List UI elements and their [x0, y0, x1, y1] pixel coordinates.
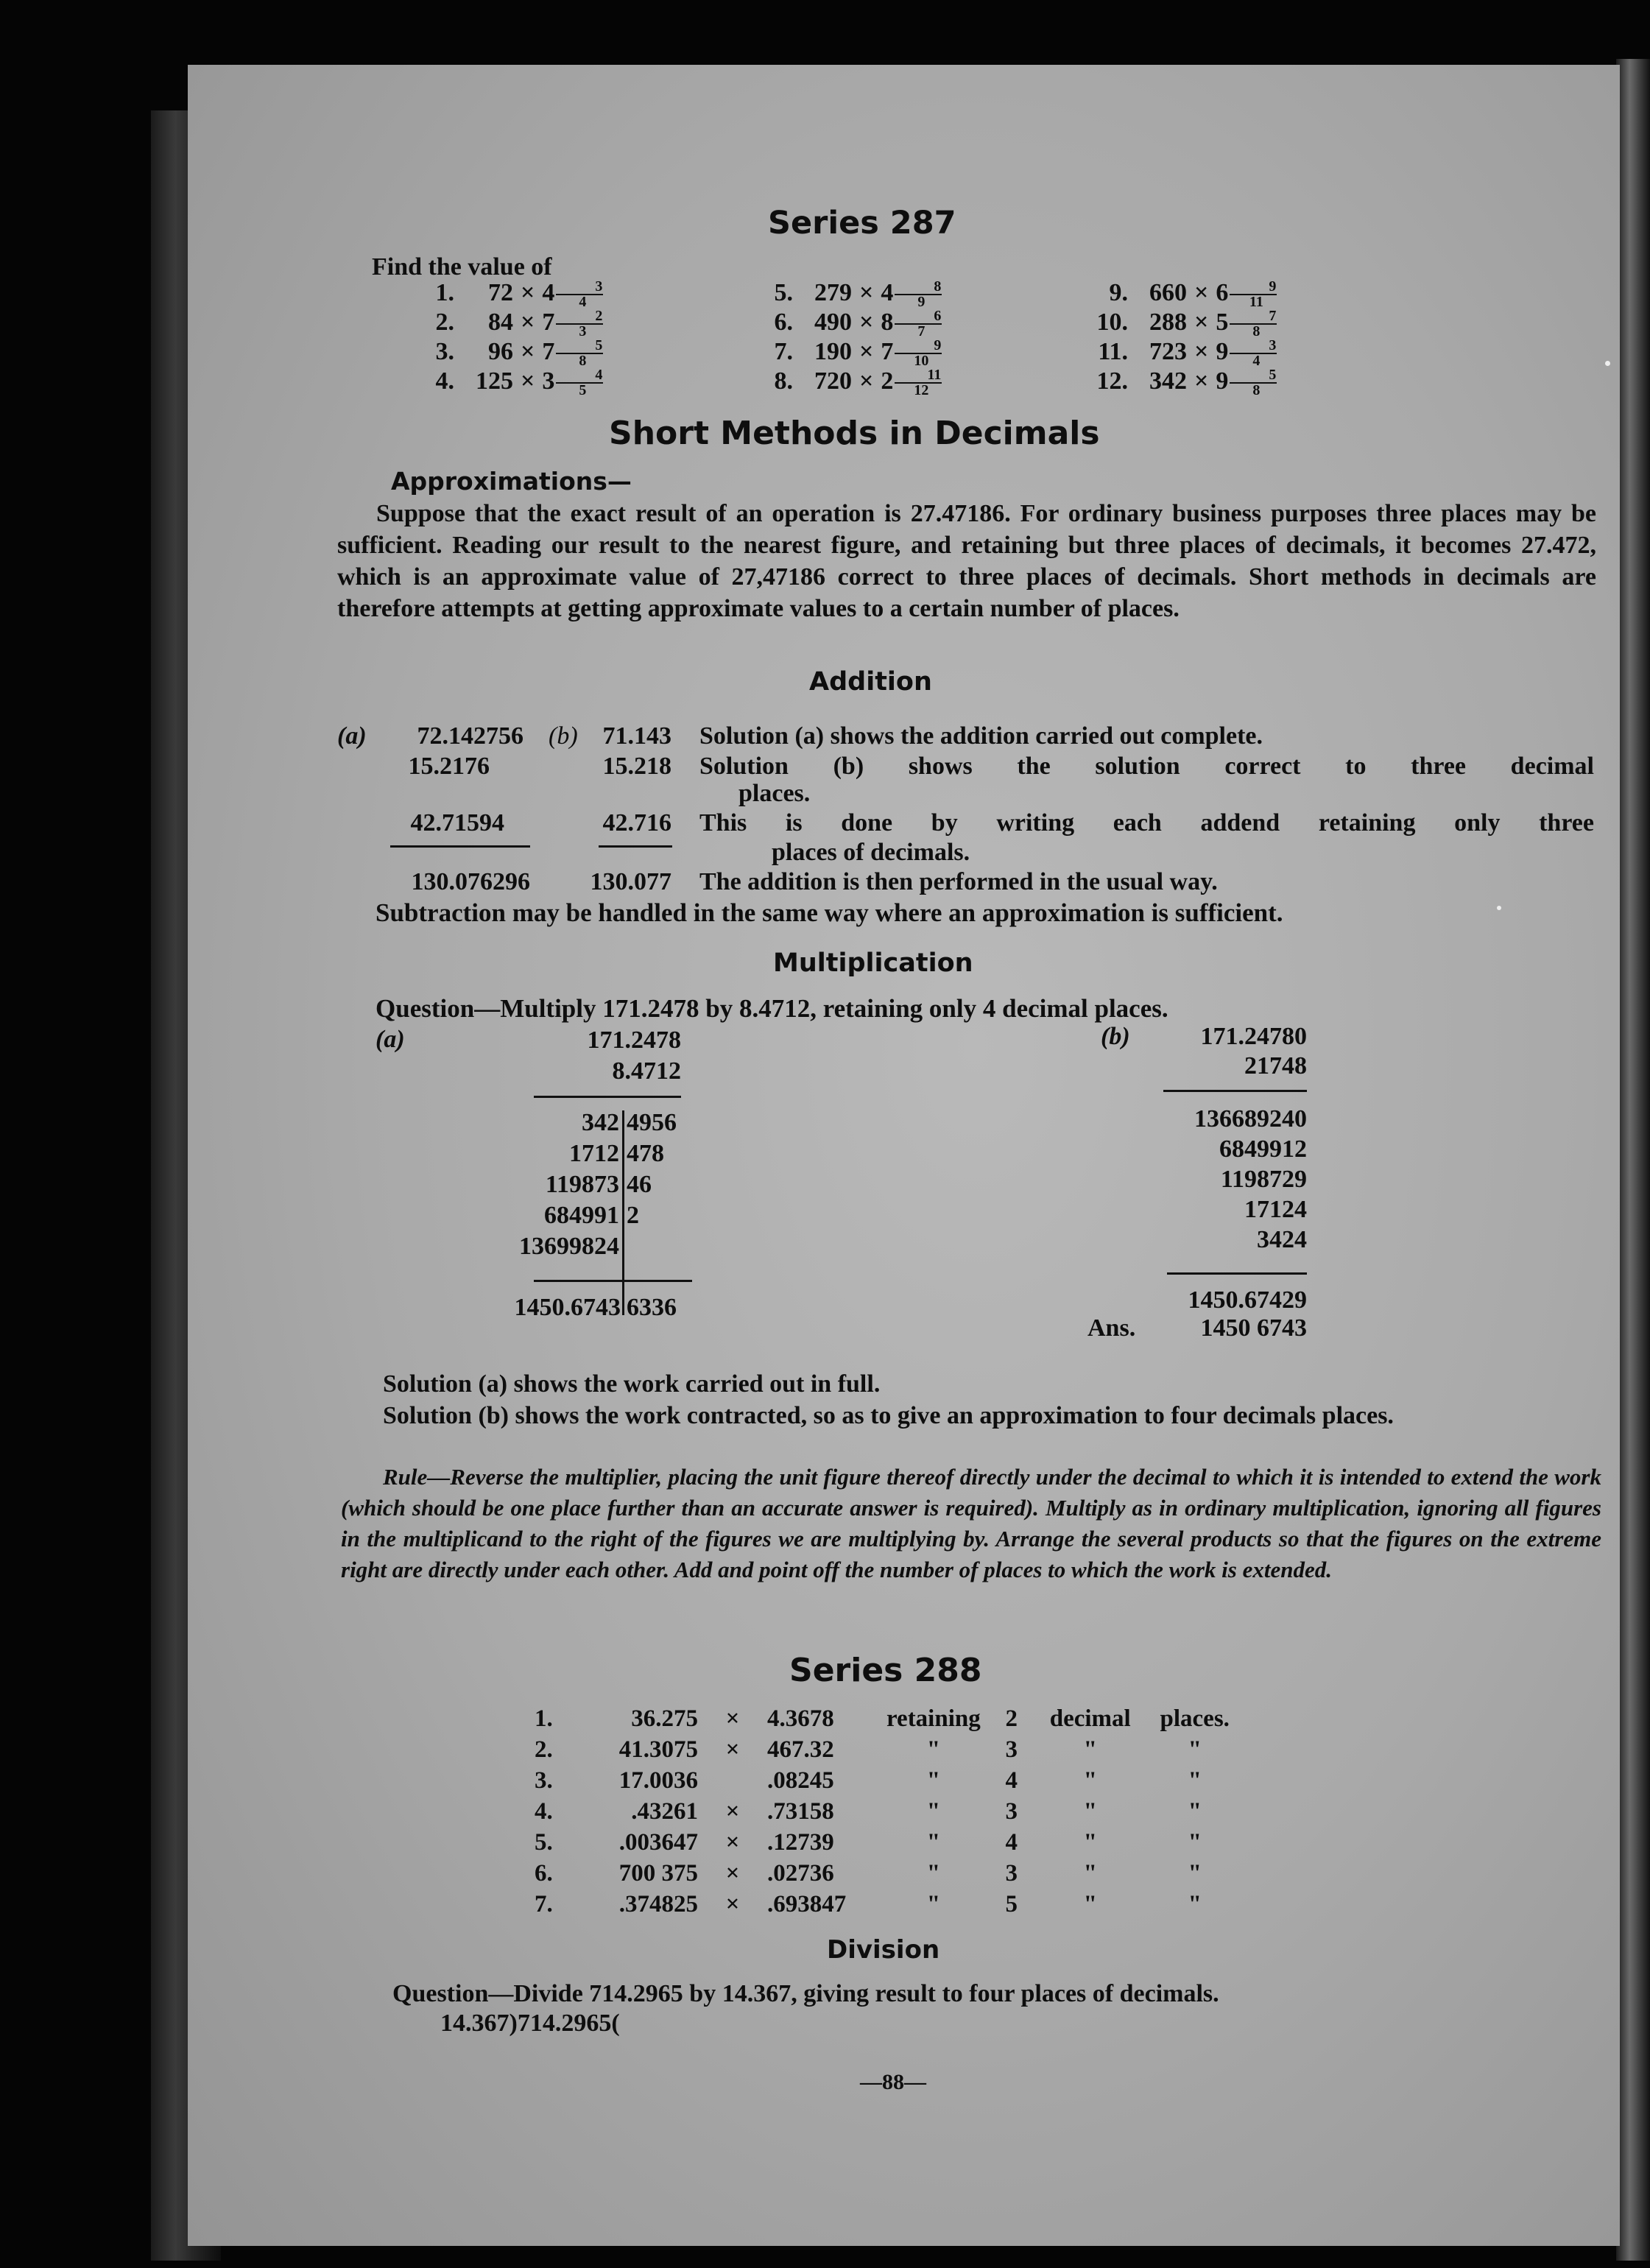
- fraction: [556, 339, 609, 368]
- addition-a-addend-1: 72.142756: [417, 722, 523, 750]
- series-288-n: 4: [1005, 1767, 1018, 1794]
- problem-number: 1.: [435, 279, 454, 306]
- a-partial-left: 684991: [544, 1202, 619, 1229]
- a-partial-right: 2: [627, 1202, 639, 1229]
- problem-multiplicand: 288: [1149, 309, 1187, 336]
- mixed-whole: 3: [542, 367, 555, 395]
- a-partial-right: 4956: [627, 1109, 677, 1136]
- a-partial-right: 46: [627, 1171, 652, 1198]
- series-288-pl: ": [1188, 1859, 1202, 1887]
- problem-number: 9.: [1109, 279, 1128, 306]
- fraction-numerator: 9: [895, 339, 942, 354]
- times-sign: ×: [521, 279, 535, 306]
- series-288-n: 4: [1005, 1828, 1018, 1856]
- times-sign: ×: [1194, 367, 1209, 395]
- series-288-a: .003647: [618, 1828, 698, 1856]
- addition-b-rule: [599, 845, 672, 848]
- fraction-denominator: 4: [579, 294, 587, 311]
- a-result-right: 6336: [627, 1294, 677, 1321]
- series-287-problem: [747, 278, 948, 309]
- fraction-denominator: 7: [917, 323, 926, 340]
- b-partial-product: 1198729: [1220, 1166, 1307, 1193]
- problem-number: 10.: [1096, 309, 1128, 336]
- mixed-whole: 2: [881, 367, 894, 395]
- series-288-num: 5.: [535, 1828, 553, 1856]
- subtraction-note: Subtraction may be handled in the same way where an approximation is sufficient.: [376, 898, 1283, 927]
- fraction-denominator: 8: [1252, 382, 1261, 399]
- fraction-denominator: 8: [1252, 323, 1261, 340]
- addition-a-addend-3: 42.71594: [410, 809, 504, 837]
- multiplication-title: Multiplication: [773, 948, 973, 978]
- series-288-table: [530, 1703, 1247, 1920]
- b-multiplier: 21748: [1244, 1052, 1307, 1080]
- series-288-row: [530, 1796, 1247, 1827]
- series-288-b: .08245: [767, 1767, 834, 1794]
- mixed-whole: 8: [881, 309, 894, 336]
- series-288-num: 2.: [535, 1736, 553, 1763]
- addition-note-3: places.: [738, 780, 811, 807]
- series-287-problem: [1082, 278, 1283, 309]
- series-288-row: [530, 1827, 1247, 1858]
- series-288-num: 7.: [535, 1890, 553, 1917]
- addition-b-addend-2: 15.218: [602, 753, 671, 780]
- problem-number: 6.: [774, 309, 793, 336]
- times-sign: ×: [1194, 309, 1209, 336]
- b-partial-product: 17124: [1244, 1196, 1307, 1223]
- fraction-denominator: 12: [914, 382, 929, 399]
- series-288-n: 3: [1005, 1797, 1018, 1825]
- times-sign: ×: [521, 338, 535, 365]
- series-287-problem: [747, 308, 948, 339]
- series-288-num: 3.: [535, 1767, 553, 1794]
- series-288-dec: ": [1083, 1736, 1097, 1763]
- series-288-pl: ": [1188, 1767, 1202, 1794]
- series-288-a: 17.0036: [618, 1767, 698, 1794]
- series-288-ret: ": [926, 1767, 941, 1794]
- series-288-pl: ": [1188, 1890, 1202, 1917]
- a-multiplier-rule: [534, 1096, 681, 1098]
- problem-multiplicand: 279: [814, 279, 852, 306]
- mixed-whole: 4: [542, 279, 555, 306]
- problem-multiplicand: 125: [476, 367, 513, 395]
- series-288-num: 6.: [535, 1859, 553, 1887]
- approximations-text: Suppose that the exact result of an operation is 27.47186. For ordinary business purposes three places may be sufficient. Reading our result to the nearest figure, and retaining but three places of decimals, it becomes 27.472, which is an approximate value of 27,47186 correct to three places of decimals. Short methods in decimals are therefore attempts at getting approximate values to a certain number of places.: [337, 500, 1596, 622]
- times-sign: ×: [521, 367, 535, 395]
- series-287-problem: [747, 337, 948, 368]
- fraction-numerator: 6: [895, 309, 942, 325]
- fraction: [1230, 280, 1283, 309]
- b-partial-product: 6849912: [1219, 1135, 1307, 1163]
- division-question: Question—Divide 714.2965 by 14.367, giving result to four places of decimals.: [392, 1980, 1219, 2007]
- problem-multiplicand: 190: [814, 338, 852, 365]
- series-288-n: 3: [1005, 1859, 1018, 1887]
- series-288-ret: ": [926, 1828, 941, 1856]
- series-287-problem: [1082, 337, 1283, 368]
- fraction-denominator: 8: [579, 353, 587, 370]
- series-288-a: .43261: [631, 1797, 698, 1825]
- series-288-n: 5: [1005, 1890, 1018, 1917]
- fraction: [895, 368, 948, 398]
- series-288-row: [530, 1889, 1247, 1920]
- book-page: [188, 65, 1620, 2246]
- series-288-dec: decimal: [1049, 1705, 1131, 1732]
- ans-label: Ans.: [1087, 1314, 1136, 1342]
- ans-value: 1450 6743: [1200, 1314, 1307, 1342]
- series-287-intro: Find the value of: [372, 253, 552, 281]
- addition-b-sum: 130.077: [590, 868, 671, 895]
- series-288-pl: ": [1188, 1797, 1202, 1825]
- series-288-x: ×: [725, 1890, 740, 1917]
- mixed-whole: 7: [542, 338, 555, 365]
- series-287-problem: [409, 367, 609, 398]
- series-287-problem: [409, 337, 609, 368]
- solution-b-text: Solution (b) shows the work contracted, so as to give an approximation to four decimals places.: [383, 1402, 1394, 1429]
- fraction: [1230, 368, 1283, 398]
- series-288-a: 36.275: [631, 1705, 698, 1732]
- fraction-numerator: 8: [895, 280, 942, 295]
- mixed-whole: 9: [1216, 367, 1229, 395]
- fraction: [556, 368, 609, 398]
- b-partial-product: 3424: [1257, 1226, 1307, 1253]
- fraction: [556, 309, 609, 339]
- times-sign: ×: [1194, 279, 1209, 306]
- series-288-num: 4.: [535, 1797, 553, 1825]
- series-288-pl: ": [1188, 1736, 1202, 1763]
- approximations-heading: Approximations—: [391, 467, 632, 496]
- series-288-b: 4.3678: [767, 1705, 834, 1732]
- addition-title: Addition: [809, 667, 932, 697]
- mixed-whole: 7: [881, 338, 894, 365]
- problem-number: 8.: [774, 367, 793, 395]
- series-288-x: ×: [725, 1828, 740, 1856]
- mixed-whole: 4: [881, 279, 894, 306]
- fraction: [556, 280, 609, 309]
- series-288-dec: ": [1083, 1767, 1097, 1794]
- problem-multiplicand: 723: [1149, 338, 1187, 365]
- b-result: 1450.67429: [1188, 1286, 1307, 1314]
- series-288-ret: retaining: [886, 1705, 981, 1732]
- dust-speck: [1605, 361, 1610, 366]
- mixed-whole: 6: [1216, 279, 1229, 306]
- series-287-title: Series 287: [768, 205, 956, 242]
- series-288-dec: ": [1083, 1797, 1097, 1825]
- series-288-x: ×: [725, 1736, 740, 1763]
- b-sum-rule: [1167, 1272, 1307, 1275]
- solution-a-text: Solution (a) shows the work carried out in full.: [383, 1370, 881, 1398]
- addition-label-b: (b): [549, 722, 578, 750]
- times-sign: ×: [859, 279, 874, 306]
- fraction-numerator: 2: [556, 309, 603, 325]
- addition-note-5: places of decimals.: [772, 839, 970, 866]
- times-sign: ×: [521, 309, 535, 336]
- page-number: —88—: [860, 2070, 926, 2094]
- series-288-title: Series 288: [789, 1652, 982, 1689]
- multiplication-label-b: (b): [1101, 1023, 1130, 1050]
- fraction-numerator: 3: [556, 280, 603, 295]
- problem-multiplicand: 84: [488, 309, 513, 336]
- addition-a-rule: [390, 845, 530, 848]
- b-multiplicand: 171.24780: [1200, 1023, 1307, 1050]
- series-288-ret: ": [926, 1890, 941, 1917]
- addition-b-addend-3: 42.716: [602, 809, 671, 837]
- problem-number: 11.: [1098, 338, 1128, 365]
- fraction-numerator: 7: [1230, 309, 1277, 325]
- a-partial-right: 478: [627, 1140, 664, 1167]
- fraction: [1230, 309, 1283, 339]
- a-decimal-line: [622, 1110, 624, 1315]
- series-288-b: .12739: [767, 1828, 834, 1856]
- times-sign: ×: [859, 309, 874, 336]
- addition-a-addend-2: 15.2176: [408, 753, 490, 780]
- series-288-dec: ": [1083, 1859, 1097, 1887]
- series-287-problem: [409, 278, 609, 309]
- problem-number: 2.: [435, 309, 454, 336]
- series-287-problem: [1082, 367, 1283, 398]
- a-partial-left: 13699824: [519, 1233, 619, 1260]
- fraction-numerator: 4: [556, 368, 603, 384]
- addition-a-sum: 130.076296: [411, 868, 530, 895]
- series-288-n: 2: [1005, 1705, 1018, 1732]
- multiplication-rule: Rule—Reverse the multiplier, placing the unit figure thereof directly under the decimal to which it is intended to extend the work (which should be one place further than an accurate answer is required). Multiply as in ordinary multiplication, ignoring all figures in the multiplicand to the right of the figures we are multiplying by. Arrange the several products so that the figures on the extreme right are directly under each other. Add and point off the number of places to which the work is extended.: [341, 1464, 1601, 1582]
- problem-number: 3.: [435, 338, 454, 365]
- a-partial-left: 119873: [545, 1171, 619, 1198]
- fraction-denominator: 4: [1252, 353, 1261, 370]
- fraction: [895, 309, 948, 339]
- series-288-num: 1.: [535, 1705, 553, 1732]
- series-288-b: .02736: [767, 1859, 834, 1887]
- fraction: [1230, 339, 1283, 368]
- division-setup: 14.367)714.2965(: [440, 2010, 620, 2037]
- dust-speck: [1497, 906, 1501, 910]
- series-288-ret: ": [926, 1736, 941, 1763]
- series-287-problem: [747, 367, 948, 398]
- a-result-left: 1450.6743: [514, 1294, 621, 1321]
- series-288-row: [530, 1703, 1247, 1734]
- a-partial-left: 342: [582, 1109, 619, 1136]
- series-288-dec: ": [1083, 1828, 1097, 1856]
- problem-number: 4.: [435, 367, 454, 395]
- a-multiplicand: 171.2478: [587, 1026, 681, 1054]
- series-287-problem: [409, 308, 609, 339]
- series-288-dec: ": [1083, 1890, 1097, 1917]
- series-288-pl: ": [1188, 1828, 1202, 1856]
- series-288-b: .73158: [767, 1797, 834, 1825]
- mixed-whole: 9: [1216, 338, 1229, 365]
- short-methods-title: Short Methods in Decimals: [609, 415, 1100, 452]
- addition-note-6: The addition is then performed in the usual way.: [699, 868, 1218, 895]
- multiplication-label-a: (a): [376, 1026, 405, 1053]
- problem-number: 7.: [774, 338, 793, 365]
- problem-multiplicand: 490: [814, 309, 852, 336]
- a-multiplier: 8.4712: [612, 1057, 681, 1085]
- series-288-x: ×: [725, 1797, 740, 1825]
- series-288-ret: ": [926, 1859, 941, 1887]
- fraction-denominator: 9: [917, 294, 926, 311]
- times-sign: ×: [859, 338, 874, 365]
- series-288-a: .374825: [618, 1890, 698, 1917]
- a-partial-left: 1712: [569, 1140, 619, 1167]
- facing-page-edge: [1616, 59, 1650, 2261]
- addition-note-1: Solution (a) shows the addition carried out complete.: [699, 722, 1263, 750]
- series-288-b: 467.32: [767, 1736, 834, 1763]
- fraction-denominator: 3: [579, 323, 587, 340]
- series-288-row: [530, 1734, 1247, 1765]
- fraction-numerator: 5: [556, 339, 603, 354]
- b-partial-product: 136689240: [1194, 1105, 1307, 1133]
- problem-multiplicand: 72: [488, 279, 513, 306]
- series-288-ret: ": [926, 1797, 941, 1825]
- series-288-pl: places.: [1160, 1705, 1230, 1732]
- multiplication-question: Question—Multiply 171.2478 by 8.4712, retaining only 4 decimal places.: [376, 994, 1168, 1023]
- series-287-problem: [1082, 308, 1283, 339]
- a-sum-rule: [534, 1280, 692, 1282]
- times-sign: ×: [859, 367, 874, 395]
- fraction-numerator: 11: [895, 368, 942, 384]
- series-288-x: [702, 1765, 763, 1796]
- problem-multiplicand: 720: [814, 367, 852, 395]
- problem-number: 5.: [774, 279, 793, 306]
- addition-note-4: This is done by writing each addend retaining only three: [699, 809, 1594, 837]
- fraction: [895, 339, 948, 368]
- fraction-denominator: 10: [914, 353, 929, 370]
- fraction: [895, 280, 948, 309]
- series-288-b: .693847: [767, 1890, 847, 1917]
- addition-note-2: Solution (b) shows the solution correct to three decimal: [699, 753, 1594, 780]
- mixed-whole: 5: [1216, 309, 1229, 336]
- series-288-n: 3: [1005, 1736, 1018, 1763]
- times-sign: ×: [1194, 338, 1209, 365]
- series-288-row: [530, 1858, 1247, 1889]
- fraction-denominator: 11: [1249, 294, 1263, 311]
- fraction-numerator: 9: [1230, 280, 1277, 295]
- addition-label-a: (a): [337, 722, 367, 750]
- fraction-denominator: 5: [579, 382, 587, 399]
- mixed-whole: 7: [542, 309, 555, 336]
- division-title: Division: [827, 1935, 940, 1965]
- addition-b-addend-1: 71.143: [602, 722, 671, 750]
- problem-multiplicand: 96: [488, 338, 513, 365]
- b-multiplier-rule: [1163, 1090, 1307, 1092]
- series-288-a: 41.3075: [618, 1736, 698, 1763]
- problem-multiplicand: 660: [1149, 279, 1187, 306]
- fraction-numerator: 5: [1230, 368, 1277, 384]
- series-288-x: ×: [725, 1705, 740, 1732]
- series-288-a: 700 375: [618, 1859, 698, 1887]
- series-288-x: ×: [725, 1859, 740, 1887]
- fraction-numerator: 3: [1230, 339, 1277, 354]
- series-288-row: [530, 1765, 1247, 1796]
- problem-number: 12.: [1096, 367, 1128, 395]
- problem-multiplicand: 342: [1149, 367, 1187, 395]
